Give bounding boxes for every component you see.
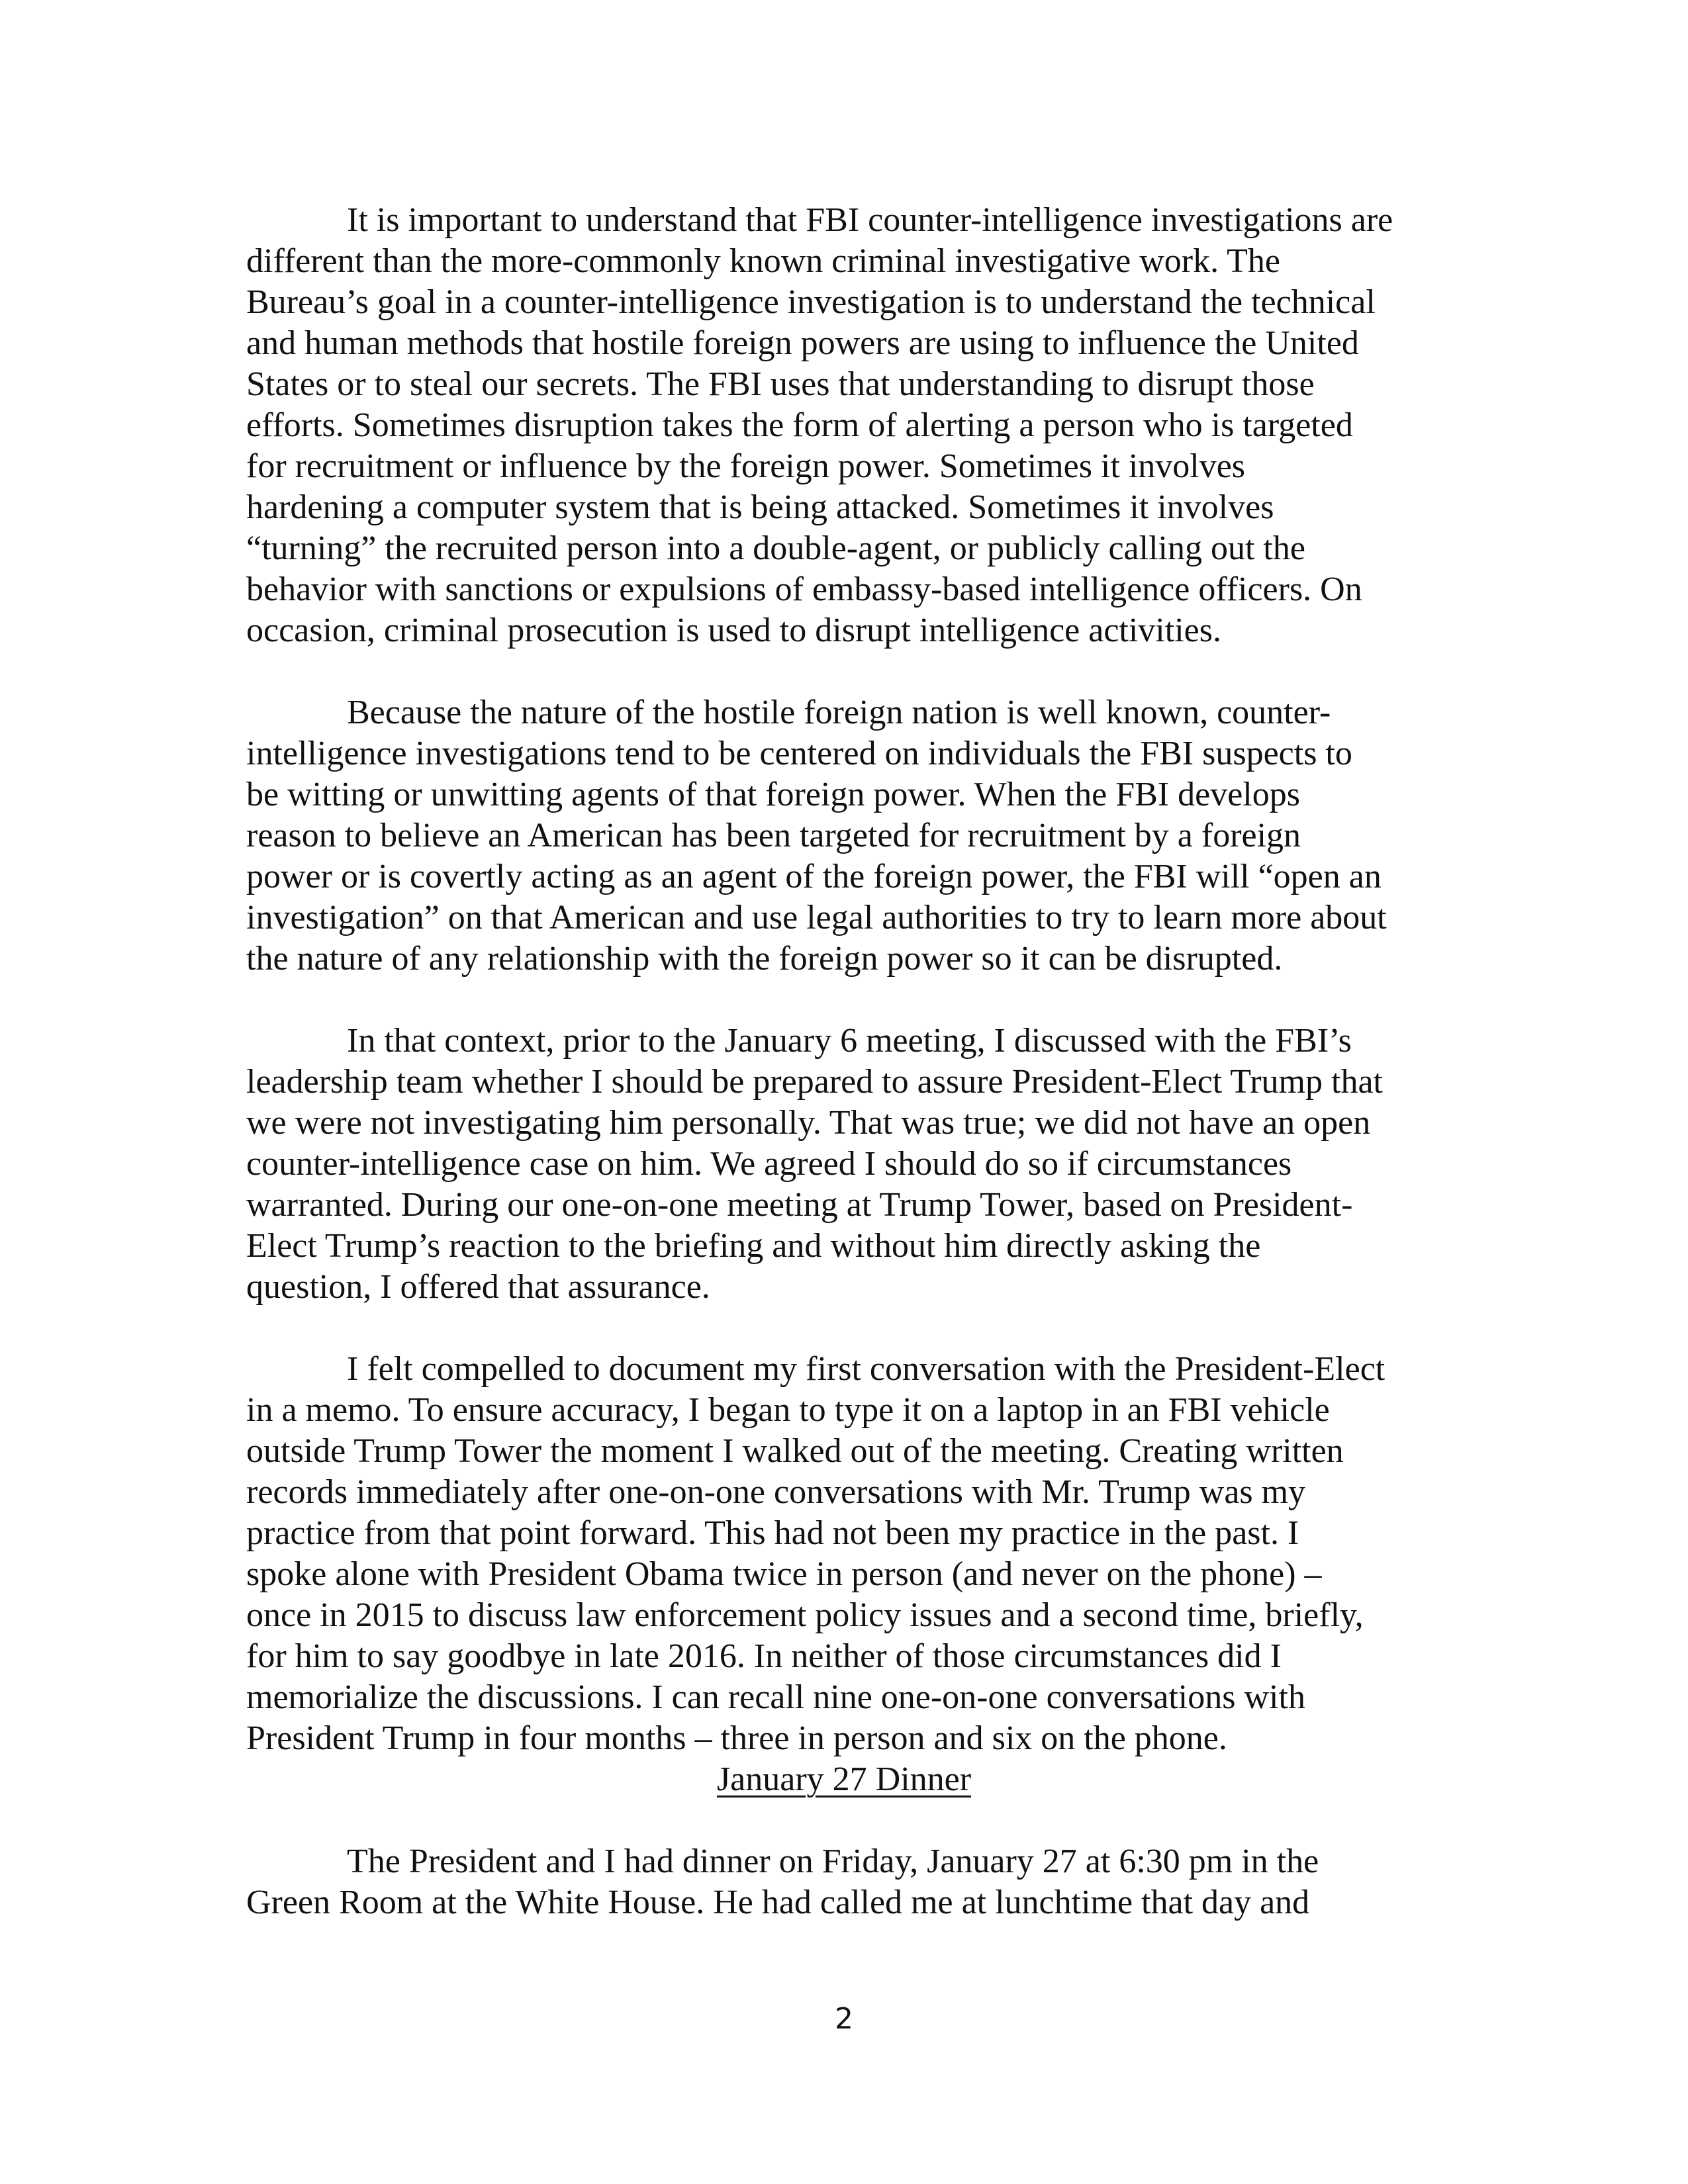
paragraph-fbi-counterintelligence xyxy=(246,200,1444,651)
text-line: investigation” on that American and use legal authorities to try to learn more about xyxy=(246,899,1387,936)
text-line: Elect Trump’s reaction to the briefing and without him directly asking the xyxy=(246,1227,1261,1265)
text-line: warranted. During our one-on-one meeting at Trump Tower, based on President- xyxy=(246,1186,1353,1224)
text-line: power or is covertly acting as an agent of the foreign power, the FBI will “open an xyxy=(246,858,1382,895)
text-line: once in 2015 to discuss law enforcement policy issues and a second time, briefly, xyxy=(246,1596,1364,1634)
text-line: reason to believe an American has been targeted for recruitment by a foreign xyxy=(246,817,1301,854)
text-line: spoke alone with President Obama twice in person (and never on the phone) – xyxy=(246,1555,1322,1593)
paragraph-hostile-foreign-nation xyxy=(246,692,1444,979)
text-line: outside Trump Tower the moment I walked out of the meeting. Creating written xyxy=(246,1432,1344,1470)
text-line: counter-intelligence case on him. We agreed I should do so if circumstances xyxy=(246,1145,1292,1183)
text-line: Bureau’s goal in a counter-intelligence investigation is to understand the technical xyxy=(246,283,1376,321)
text-line: intelligence investigations tend to be centered on individuals the FBI suspects to xyxy=(246,735,1352,772)
paragraph-memo-documentation xyxy=(246,1349,1444,1759)
text-line: behavior with sanctions or expulsions of embassy-based intelligence officers. On xyxy=(246,570,1362,608)
text-line: be witting or unwitting agents of that foreign power. When the FBI develops xyxy=(246,776,1300,813)
text-line: the nature of any relationship with the foreign power so it can be disrupted. xyxy=(246,940,1283,978)
text-line: In that context, prior to the January 6 meeting, I discussed with the FBI’s xyxy=(347,1022,1352,1060)
text-line: question, I offered that assurance. xyxy=(246,1268,710,1306)
paragraph-january-27-dinner xyxy=(246,1841,1444,1923)
text-line: President Trump in four months – three in person and six on the phone. xyxy=(246,1719,1227,1757)
text-line: Because the nature of the hostile foreign nation is well known, counter- xyxy=(347,694,1331,731)
text-line: States or to steal our secrets. The FBI uses that understanding to disrupt those xyxy=(246,365,1315,403)
text-line: efforts. Sometimes disruption takes the form of alerting a person who is targeted xyxy=(246,406,1353,444)
text-line: leadership team whether I should be prepared to assure President-Elect Trump that xyxy=(246,1063,1383,1101)
text-line: for him to say goodbye in late 2016. In neither of those circumstances did I xyxy=(246,1637,1282,1675)
text-line: occasion, criminal prosecution is used to disrupt intelligence activities. xyxy=(246,612,1221,649)
text-line: practice from that point forward. This had not been my practice in the past. I xyxy=(246,1514,1299,1552)
text-line: It is important to understand that FBI counter-intelligence investigations are xyxy=(347,201,1393,239)
text-line: different than the more-commonly known criminal investigative work. The xyxy=(246,242,1281,280)
text-line: The President and I had dinner on Friday, January 27 at 6:30 pm in the xyxy=(347,1843,1319,1880)
text-line: for recruitment or influence by the foreign power. Sometimes it involves xyxy=(246,447,1246,485)
text-line: Green Room at the White House. He had called me at lunchtime that day and xyxy=(246,1884,1310,1921)
section-heading-january-27-dinner: January 27 Dinner xyxy=(716,1760,972,1798)
text-line: we were not investigating him personally. That was true; we did not have an open xyxy=(246,1104,1371,1142)
text-line: “turning” the recruited person into a double-agent, or publicly calling out the xyxy=(246,529,1305,567)
paragraph-january-6-meeting xyxy=(246,1021,1444,1308)
text-line: records immediately after one-on-one conversations with Mr. Trump was my xyxy=(246,1473,1306,1511)
text-line: and human methods that hostile foreign powers are using to influence the United xyxy=(246,324,1359,362)
text-line: in a memo. To ensure accuracy, I began to type it on a laptop in an FBI vehicle xyxy=(246,1391,1330,1429)
text-line: I felt compelled to document my first conversation with the President-Elect xyxy=(347,1350,1385,1388)
text-line: memorialize the discussions. I can recall nine one-on-one conversations with xyxy=(246,1678,1305,1716)
text-line: hardening a computer system that is being attacked. Sometimes it involves xyxy=(246,488,1274,526)
page-number: 2 xyxy=(835,2002,853,2036)
